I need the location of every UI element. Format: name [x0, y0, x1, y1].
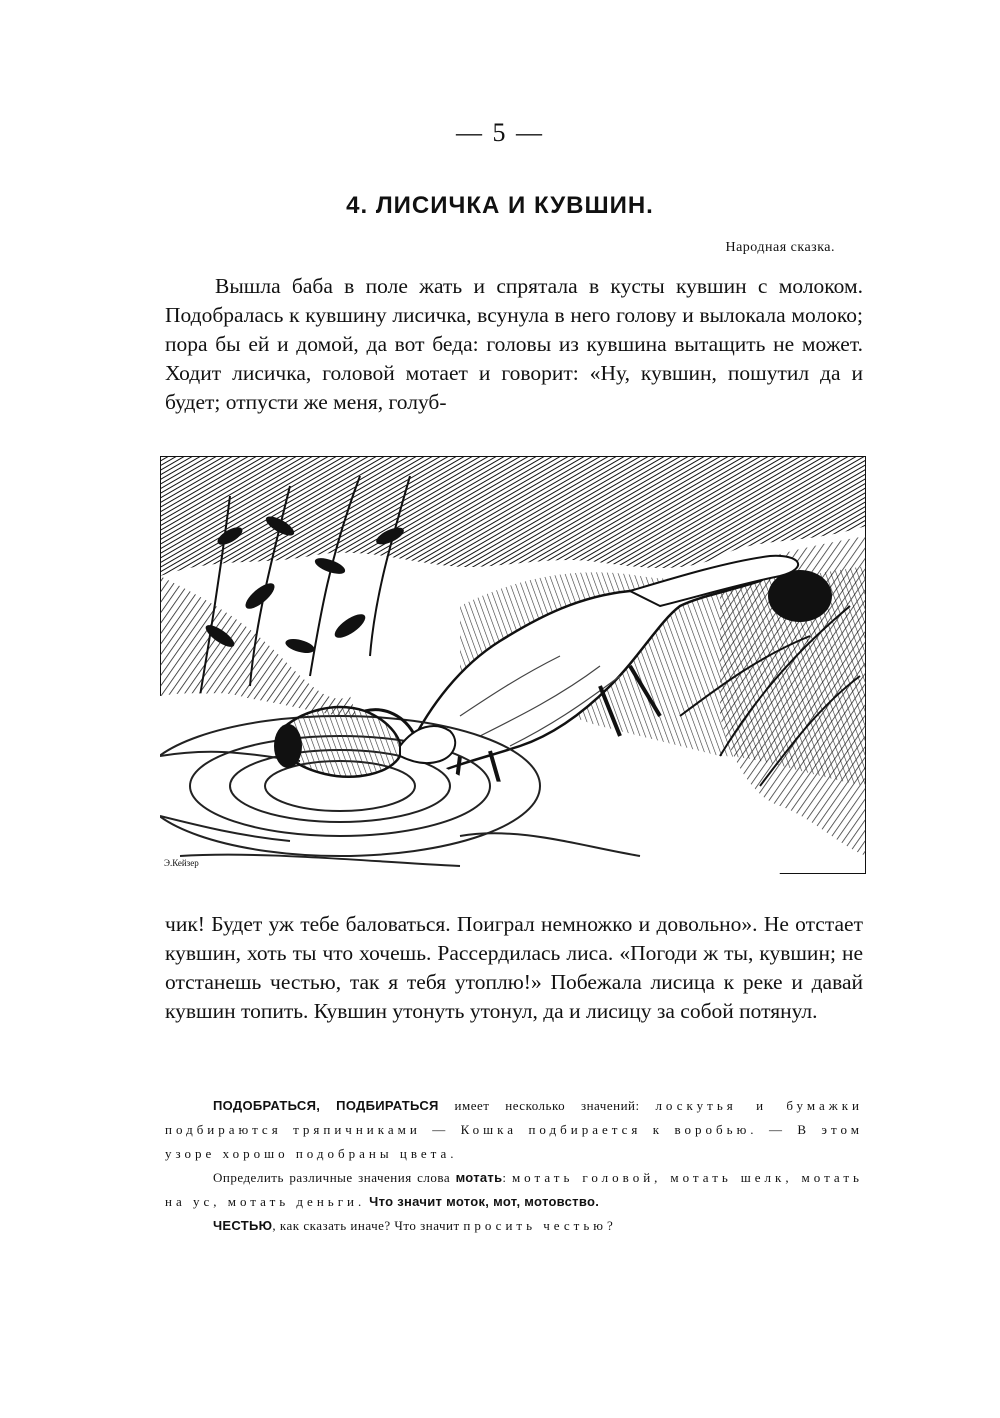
page-number: — 5 —: [456, 118, 544, 147]
note-2-term: мотать: [455, 1170, 503, 1185]
note-3-end: ?: [606, 1218, 614, 1233]
paragraph-1: Вышла баба в поле жать и спрятала в кусты кувшин с молоком. Подобралась к кувшину лисичка, всунула в него голову и вылокала молоко; пора бы ей и домой, да вот беда: головы из кувшина вытащить не может. Ходит лисичка, головой мотает и говорит: «Ну, кувшин, пошутил да и будет; отпусти же меня, голуб-: [165, 274, 863, 414]
story-subtitle: Народная сказка.: [725, 240, 835, 255]
fox-and-jug-engraving-icon: [160, 456, 866, 874]
note-1: [165, 1094, 863, 1166]
vocabulary-notes: [165, 1094, 863, 1238]
note-1-examples: лоскутья и бумажки подбираются тряпичниками — Кошка подбирается к воробью. — В этом узоре хорошо подобраны цвета.: [165, 1098, 863, 1161]
story-text-part-2: [165, 910, 863, 1026]
note-2-question: Что значит моток, мот, мотовство.: [365, 1194, 600, 1209]
note-3-phrase: просить честью: [463, 1218, 607, 1233]
paragraph-2: чик! Будет уж тебе баловаться. Поиграл немножко и довольно». Не отстает кувшин, хоть ты что хочешь. Рассердилась лиса. «Погоди ж ты, кувшин; не отстанешь честью, так я тебя утоплю!» Побежала лисица к реке и давай кувшин топить. Кувшин утонуть утонул, да и лисицу за собой потянул.: [165, 912, 863, 1023]
story-title: 4. ЛИСИЧКА И КУВШИН.: [346, 192, 654, 219]
note-2-lead: Определить различные значения слова: [213, 1170, 456, 1185]
note-3: [165, 1214, 863, 1238]
illustration-signature: Э.Кейзер: [164, 858, 199, 868]
note-3-term: ЧЕСТЬЮ: [213, 1218, 273, 1233]
note-1-text: имеет несколько значений:: [438, 1098, 656, 1113]
note-2-examples: мотать головой, мотать шелк, мотать на ус, мотать деньги.: [165, 1170, 863, 1209]
story-text-part-1: [165, 272, 863, 417]
note-2-colon: :: [502, 1170, 512, 1185]
note-2: [165, 1166, 863, 1214]
note-1-term: ПОДОБРАТЬСЯ, ПОДБИРАТЬСЯ: [213, 1098, 439, 1113]
note-3-text: , как сказать иначе? Что значит: [272, 1218, 464, 1233]
illustration: [160, 456, 866, 874]
